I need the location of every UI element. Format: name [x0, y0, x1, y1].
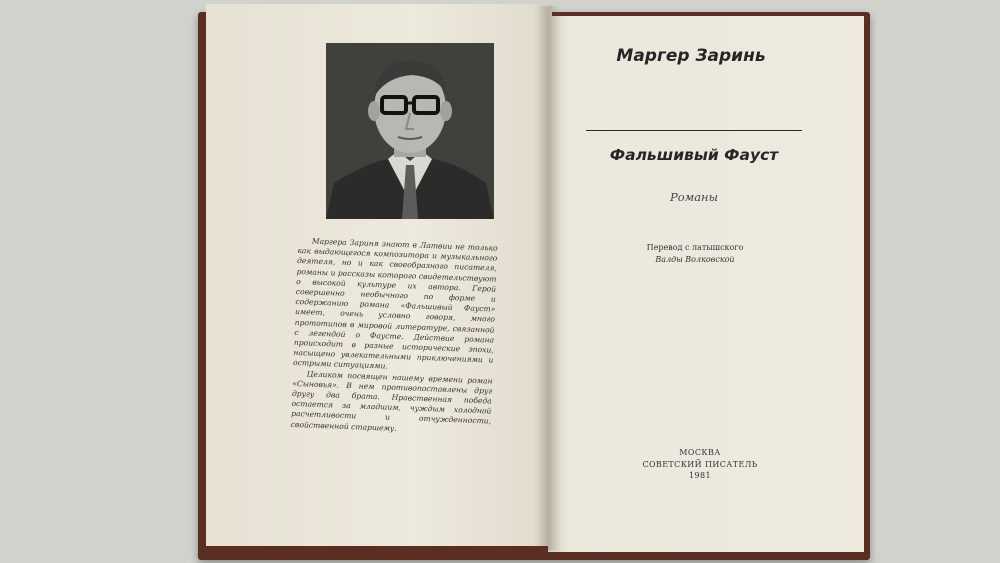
spine-shadow: [536, 6, 560, 550]
author-portrait: [326, 43, 494, 219]
translation-line-1: Перевод с латышского: [646, 243, 744, 252]
imprint-year: 1981: [689, 471, 711, 480]
translation-credit: [610, 242, 780, 266]
publisher-imprint: [630, 447, 770, 482]
author-name: Маргер Заринь: [616, 46, 766, 66]
genre-label: Романы: [670, 190, 718, 204]
translation-line-2: Валды Волковской: [655, 255, 735, 264]
title-rule: [586, 130, 802, 131]
imprint-city: МОСКВА: [679, 448, 721, 457]
annotation-text: [291, 236, 498, 437]
annotation-paragraph-2: Целиком посвящен нашему времени роман «Сыновья». В нем противопоставлены друг другу два брата. Нравственная победа остается за младшим, чуждым холодной расчетливости и отчужденности, свойственной старшему.: [290, 369, 493, 433]
annotation-paragraph-1: Маргера Зариня знают в Латвии не только как выдающегося композитора и музыкального деятеля, но и как своеобразного писателя, романы и рассказы которого свидетельствуют о высокой культуре их автора. Герой совершенно необычного по форме и содержанию романа «Фальшивый Фауст» имеет, очень условно говоря, много прототипов в мировой литературе, связанной с легендой о Фаусте. Действие романа происходит в разные исторические эпохи, насыщено увлекательными приключениями и острыми ситуациями.: [292, 236, 498, 371]
book-title: Фальшивый Фауст: [609, 146, 779, 164]
imprint-publisher: СОВЕТСКИЙ ПИСАТЕЛЬ: [642, 459, 758, 469]
portrait-image: [326, 43, 494, 219]
